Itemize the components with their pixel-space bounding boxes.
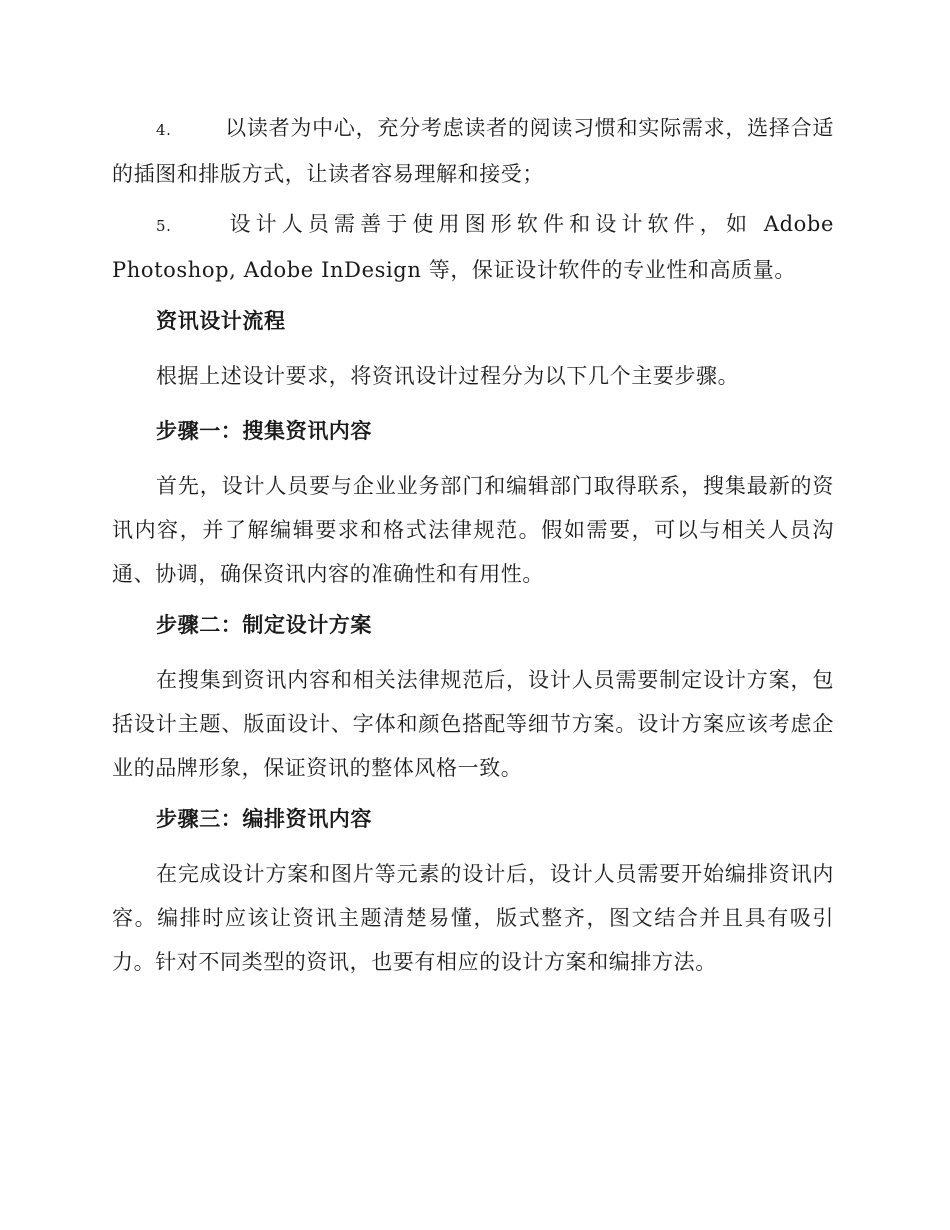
step-3-paragraph: 在完成设计方案和图片等元素的设计后，设计人员需要开始编排资讯内容。编排时应该让资讯主题清楚易懂，版式整齐，图文结合并且具有吸引力。针对不同类型的资讯，也要有相应的设计方案和编排方法。	[112, 862, 834, 974]
intro-paragraph: 根据上述设计要求，将资讯设计过程分为以下几个主要步骤。	[156, 364, 740, 388]
section-title: 资讯设计流程	[156, 308, 286, 333]
list-item-5	[112, 202, 834, 292]
step-1-heading: 步骤一：搜集资讯内容	[156, 418, 372, 443]
step-2-paragraph: 在搜集到资讯内容和相关法律规范后，设计人员需要制定设计方案，包括设计主题、版面设计、字体和颜色搭配等细节方案。设计方案应该考虑企业的品牌形象，保证资讯的整体风格一致。	[112, 668, 834, 780]
list-item-4	[112, 106, 834, 196]
step-2-heading: 步骤二：制定设计方案	[156, 612, 372, 637]
list-text: 设计人员需善于使用图形软件和设计软件，如 Adobe Photoshop, Adobe InDesign 等，保证设计软件的专业性和高质量。	[112, 212, 834, 282]
step-3-heading: 步骤三：编排资讯内容	[156, 806, 372, 831]
list-text: 以读者为中心，充分考虑读者的阅读习惯和实际需求，选择合适的插图和排版方式，让读者容易理解和接受；	[112, 116, 834, 186]
list-number: 4.	[156, 121, 172, 139]
step-1-paragraph: 首先，设计人员要与企业业务部门和编辑部门取得联系，搜集最新的资讯内容，并了解编辑要求和格式法律规范。假如需要，可以与相关人员沟通、协调，确保资讯内容的准确性和有用性。	[112, 474, 834, 586]
list-number: 5.	[156, 217, 172, 235]
